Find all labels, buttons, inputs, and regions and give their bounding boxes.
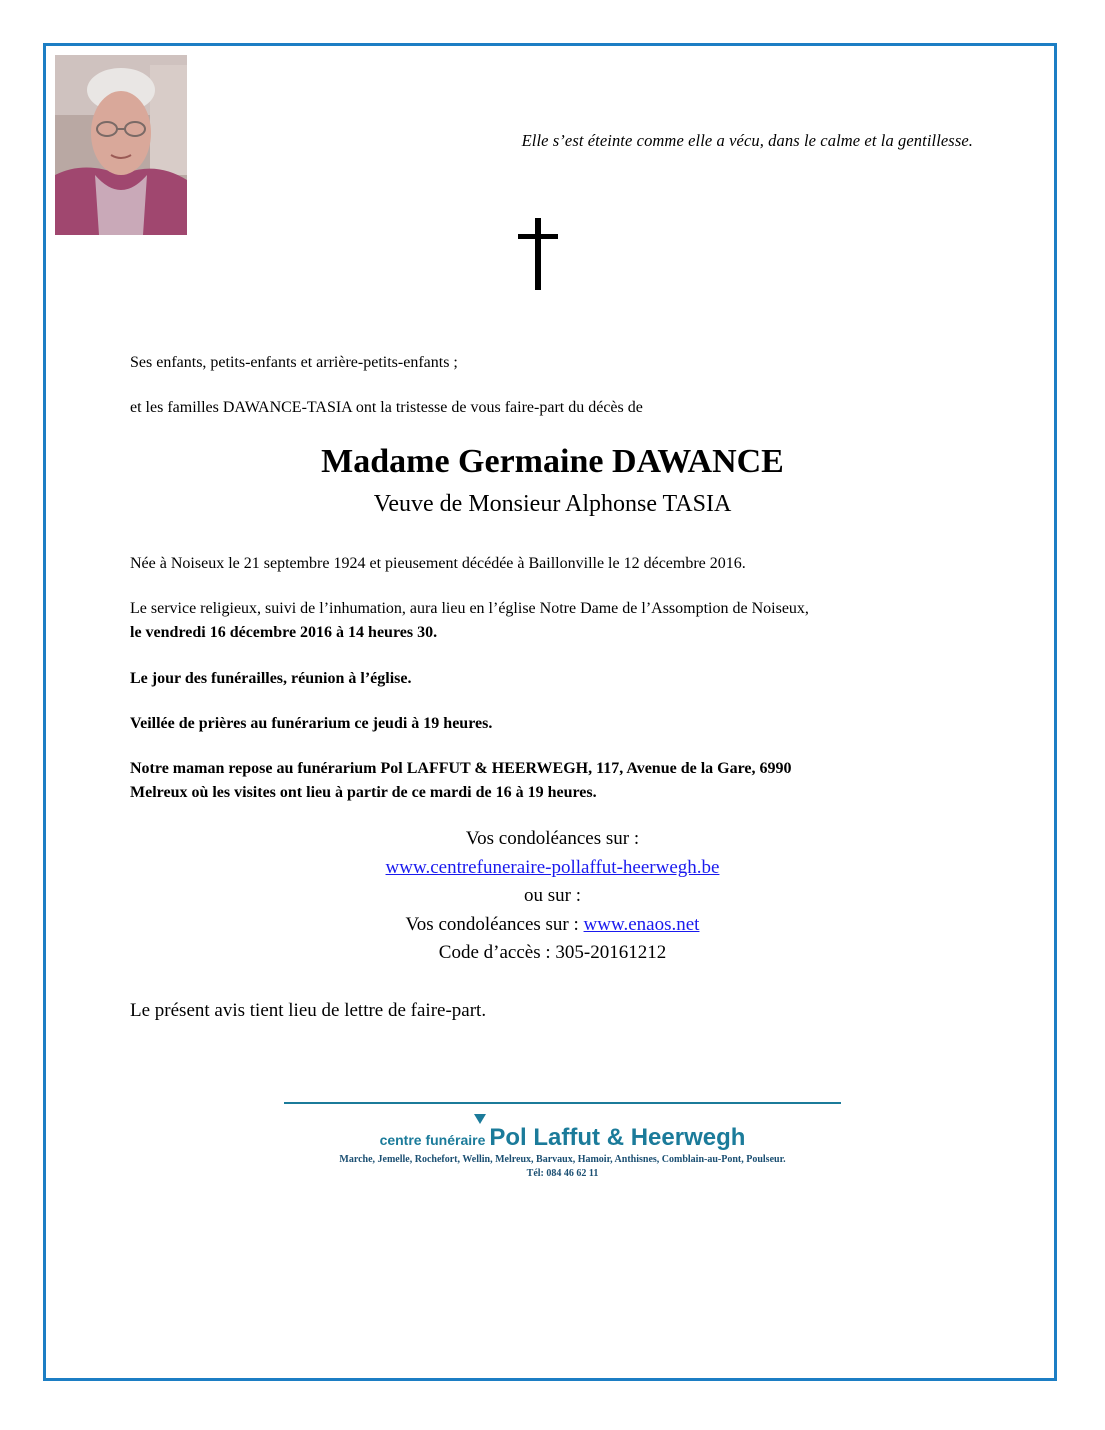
logo-rule (284, 1102, 841, 1104)
birth-death-text: Née à Noiseux le 21 septembre 1924 et pieusement décédée à Baillonville le 12 décembre 2016. (130, 555, 746, 572)
condolences-line-1: Vos condoléances sur : (465, 828, 640, 849)
condolences-line-2-prefix: Vos condoléances sur : (405, 913, 584, 935)
logo-brand (284, 1124, 841, 1152)
condolences-line-2 (130, 911, 975, 940)
deceased-subtitle: Veuve de Monsieur Alphonse TASIA (373, 491, 732, 517)
deceased-name: Madame Germaine DAWANCE (321, 443, 784, 480)
intro-families: et les familles DAWANCE-TASIA ont la tristesse de vous faire-part du décès de (130, 399, 643, 416)
funeral-home-logo (284, 1102, 841, 1182)
logo-phone: Tél: 084 46 62 11 (526, 1168, 599, 1179)
portrait-photo (55, 55, 187, 235)
memorial-quote: Elle s’est éteinte comme elle a vécu, dans le calme et la gentillesse. (521, 131, 973, 150)
intro-children: Ses enfants, petits-enfants et arrière-petits-enfants ; (130, 354, 458, 371)
logo-triangle-icon (474, 1114, 486, 1124)
condolences-link-1[interactable]: www.centrefuneraire-pollaffut-heerwegh.be (385, 856, 720, 878)
repose-line-2: Melreux où les visites ont lieu à partir de ce mardi de 16 à 19 heures. (130, 784, 597, 801)
cross-icon (510, 216, 566, 292)
service-paragraph (130, 597, 975, 645)
logo-towns: Marche, Jemelle, Rochefort, Wellin, Melreux, Barvaux, Hamoir, Anthisnes, Comblain-au-Pont, Poulseur. (339, 1154, 786, 1165)
meeting-text: Le jour des funérailles, réunion à l’église. (130, 670, 412, 687)
repose-line-1: Notre maman repose au funérarium Pol LAFFUT & HEERWEGH, 117, Avenue de la Gare, 6990 (130, 760, 792, 777)
vigil-text: Veillée de prières au funérarium ce jeudi à 19 heures. (130, 715, 493, 732)
service-line: Le service religieux, suivi de l’inhumation, aura lieu en l’église Notre Dame de l’Assomption de Noiseux, (130, 600, 809, 617)
service-date: le vendredi 16 décembre 2016 à 14 heures 30. (130, 624, 438, 641)
condolences-block (130, 825, 975, 968)
condolences-or: ou sur : (524, 885, 581, 906)
access-code: Code d’accès : 305-20161212 (438, 942, 667, 963)
closing-text: Le présent avis tient lieu de lettre de faire-part. (130, 1000, 487, 1021)
repose-paragraph (130, 757, 975, 805)
logo-prefix: centre funéraire (379, 1132, 486, 1148)
logo-name: Pol Laffut & Heerwegh (489, 1124, 746, 1151)
condolences-link-2[interactable]: www.enaos.net (583, 913, 700, 935)
